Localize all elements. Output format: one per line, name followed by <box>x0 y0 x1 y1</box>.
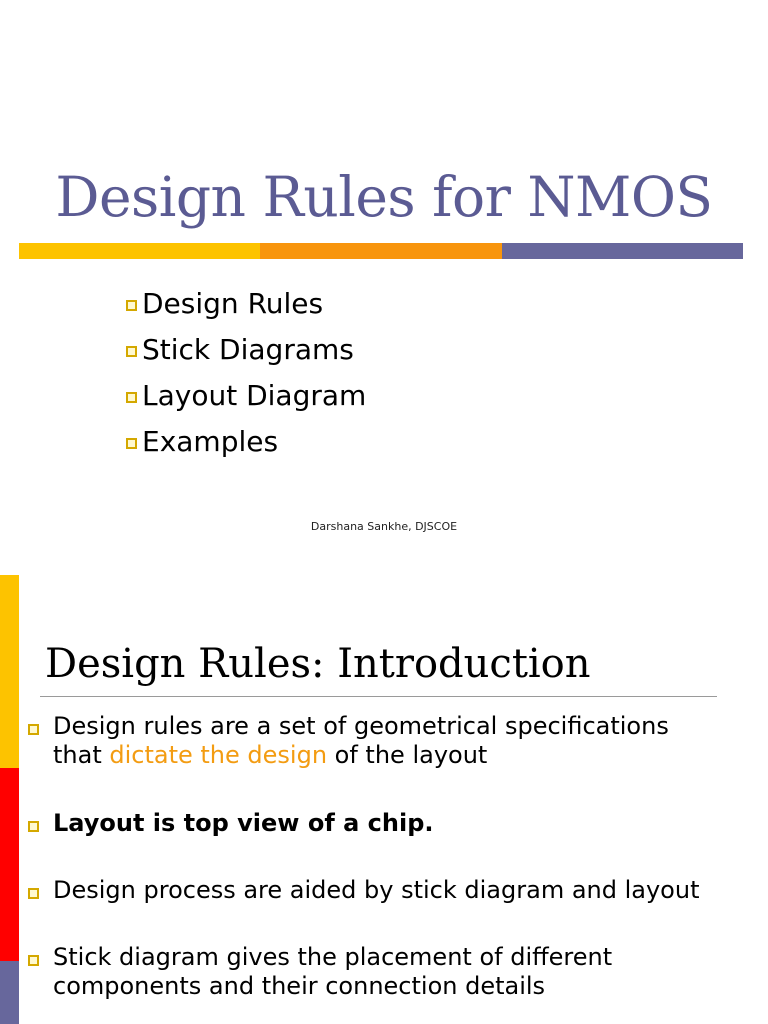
square-bullet-icon <box>28 955 39 966</box>
list-item-label: Layout Diagram <box>142 379 367 412</box>
square-bullet-icon <box>28 888 39 899</box>
text-segment: that <box>53 741 110 769</box>
list-item <box>28 876 700 905</box>
highlighted-text: dictate the design <box>109 741 328 769</box>
strip-segment-purple <box>0 961 19 1024</box>
topic-list <box>126 281 366 465</box>
list-item-label: Stick Diagrams <box>142 333 354 366</box>
list-item <box>126 373 366 419</box>
text-line: Stick diagram gives the placement of different <box>53 943 613 971</box>
list-item <box>126 281 366 327</box>
list-item-label: Examples <box>142 425 279 458</box>
list-item-text: Design process are aided by stick diagram and layout <box>53 876 700 904</box>
list-item <box>28 712 669 770</box>
slide-title: Design Rules for NMOS <box>55 165 713 229</box>
list-item <box>126 327 366 373</box>
list-item <box>28 943 612 1001</box>
strip-segment-yellow <box>0 575 19 768</box>
slide-2 <box>0 575 768 1024</box>
square-bullet-icon <box>28 724 39 735</box>
title-underline-bar <box>19 243 743 259</box>
list-item-text <box>53 712 669 770</box>
slide-footer: Darshana Sankhe, DJSCOE <box>310 520 458 533</box>
strip-segment-red <box>0 768 19 961</box>
text-segment: of the layout <box>327 741 488 769</box>
square-bullet-icon <box>126 300 137 311</box>
sidebar-color-strip <box>0 575 19 1024</box>
square-bullet-icon <box>126 438 137 449</box>
square-bullet-icon <box>28 821 39 832</box>
square-bullet-icon <box>126 346 137 357</box>
text-line: Design rules are a set of geometrical specifications <box>53 712 669 740</box>
slide-title: Design Rules: Introduction <box>45 641 591 687</box>
bar-segment-yellow <box>19 243 260 259</box>
list-item-text <box>53 943 612 1001</box>
title-divider <box>40 696 717 697</box>
bar-segment-purple <box>502 243 743 259</box>
list-item-label: Design Rules <box>142 287 324 320</box>
text-line: components and their connection details <box>53 972 546 1000</box>
list-item <box>126 419 366 465</box>
square-bullet-icon <box>126 392 137 403</box>
bar-segment-orange <box>260 243 501 259</box>
list-item-text: Layout is top view of a chip. <box>53 809 434 837</box>
list-item <box>28 809 434 838</box>
